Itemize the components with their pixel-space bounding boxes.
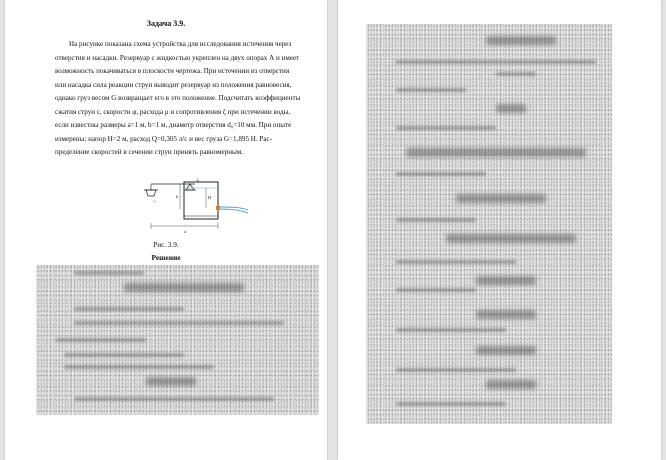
problem-line: пределение скоростей в сечении струи принять равномерным. xyxy=(55,148,244,156)
task-title: Задача 3.9. xyxy=(146,19,186,28)
b-dimension-label: b xyxy=(176,194,179,199)
problem-line: возможность покачиваться в плоскости чертежа. При истечении из отверстия xyxy=(55,67,290,75)
problem-line: отверстия и насадки. Резервуар с жидкостью укреплен на двух опорах А и имеет xyxy=(55,53,300,62)
figure-caption: Рис. 3.9. xyxy=(153,241,179,249)
problem-line: измерены: напор H=2 м, расход Q=0,305 л/с и вес груза G=1,895 Н. Рас- xyxy=(55,134,273,143)
problem-line: если известны размеры a=1 м, b=1 м, диаметр отверстия d₀=10 мм. При опыте xyxy=(55,121,292,129)
a-dimension-label: a xyxy=(184,229,186,234)
support-label: A xyxy=(196,178,200,183)
blurred-solution-left xyxy=(36,265,319,415)
reservoir-diagram xyxy=(140,168,255,236)
problem-line: На рисунке показана схема устройства для исследования истечения через xyxy=(69,40,292,48)
problem-statement xyxy=(55,38,317,160)
problem-line: сжатия струи ε, скорости φ, расхода μ и сопротивления ζ при истечении воды, xyxy=(55,107,291,116)
weight-label: G xyxy=(153,199,157,204)
problem-line: однако груз весом G возвращает его в это положение. Подсчитать коэффициенты xyxy=(55,94,301,102)
blurred-solution-right xyxy=(366,24,612,424)
height-label: H xyxy=(208,195,212,200)
problem-line: или насадка сила реакции струи выводит резервуар из положения равновесия, xyxy=(55,80,292,89)
solution-heading: Решение xyxy=(151,253,181,262)
